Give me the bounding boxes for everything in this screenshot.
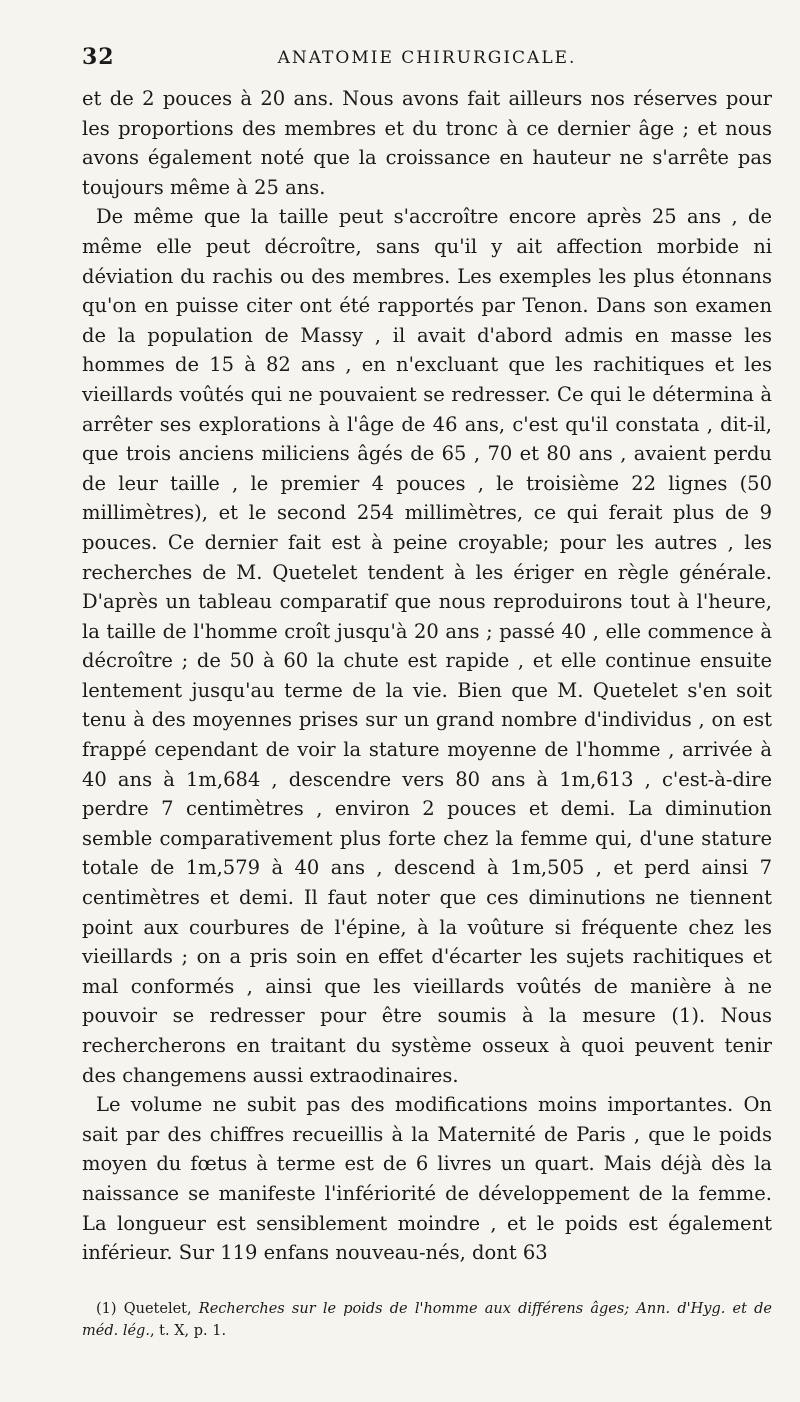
paragraph-2: De même que la taille peut s'accroître encore après 25 ans , de même elle peut décroître, sans qu'il y ait affection morbide ni déviation du rachis ou des membres. Les exemples les plus étonnans qu'on en puisse citer ont été rapportés par Tenon. Dans son examen de la population de Massy , il avait d'abord admis en masse les hommes de 15 à 82 ans , en n'excluant que les rachitiques et les vieillards voûtés qui ne pouvaient se redresser. Ce qui le détermina à arrêter ses explorations à l'âge de 46 ans, c'est qu'il constata , dit-il, que trois anciens miliciens âgés de 65 , 70 et 80 ans , avaient perdu de leur taille , le premier 4 pouces , le troisième 22 lignes (50 millimètres), et le second 254 millimètres, ce qui ferait plus de 9 pouces. Ce dernier fait est à peine croyable; pour les autres , les recherches de M. Quetelet tendent à les ériger en règle générale. D'après un tableau comparatif que nous reproduirons tout à l'heure, la taille de l'homme croît jusqu'à 20 ans ; passé 40 , elle commence à décroître ; de 50 à 60 la chute est rapide , et elle continue ensuite lentement jusqu'au terme de la vie. Bien que M. Quetelet s'en soit tenu à des moyennes prises sur un grand nombre d'individus , on est frappé cependant de voir la stature moyenne de l'homme , arrivée à 40 ans à 1m,684 , descendre vers 80 ans à 1m,613 , c'est-à-dire perdre 7 centimètres , environ 2 pouces et demi. La diminution semble comparativement plus forte chez la femme qui, d'une stature totale de 1m,579 à 40 ans , descend à 1m,505 , et perd ainsi 7 centimètres et demi. Il faut noter que ces diminutions ne tiennent point aux courbures de l'épine, à la voûture si fréquente chez les vieillards ; on a pris soin en effet d'écarter les sujets rachitiques et mal conformés , ainsi que les vieillards voûtés de manière à ne pouvoir se redresser pour être soumis à la mesure (1). Nous rechercherons en traitant du système osseux à quoi peuvent tenir des changemens aussi extraodinaires. <box>82 205 772 1087</box>
footnote-title: Recherches sur le poids de l'homme aux différens âges; Ann. d'Hyg. et de méd. lég. <box>82 1300 772 1339</box>
footnote-ref: , t. X, p. 1. <box>149 1322 227 1339</box>
running-head: ANATOMIE CHIRURGICALE. <box>277 48 577 68</box>
page-header <box>82 44 772 84</box>
body-text <box>82 84 772 1268</box>
document-page <box>82 44 772 1342</box>
footnote-marker: (1) Quetelet, <box>96 1300 199 1317</box>
paragraph-3: Le volume ne subit pas des modifications moins importantes. On sait par des chiffres recueillis à la Maternité de Paris , que le poids moyen du fœtus à terme est de 6 livres un quart. Mais déjà dès la naissance se manifeste l'infériorité de développement de la femme. La longueur est sensiblement moindre , et le poids est également inférieur. Sur 119 enfans nouveau-nés, dont 63 <box>82 1093 772 1265</box>
page-number: 32 <box>82 44 115 70</box>
paragraph-1: et de 2 pouces à 20 ans. Nous avons fait ailleurs nos réserves pour les proportions des membres et du tronc à ce dernier âge ; et nous avons également noté que la croissance en hauteur ne s'arrête pas toujours même à 25 ans. <box>82 87 772 199</box>
footnote <box>82 1298 772 1342</box>
